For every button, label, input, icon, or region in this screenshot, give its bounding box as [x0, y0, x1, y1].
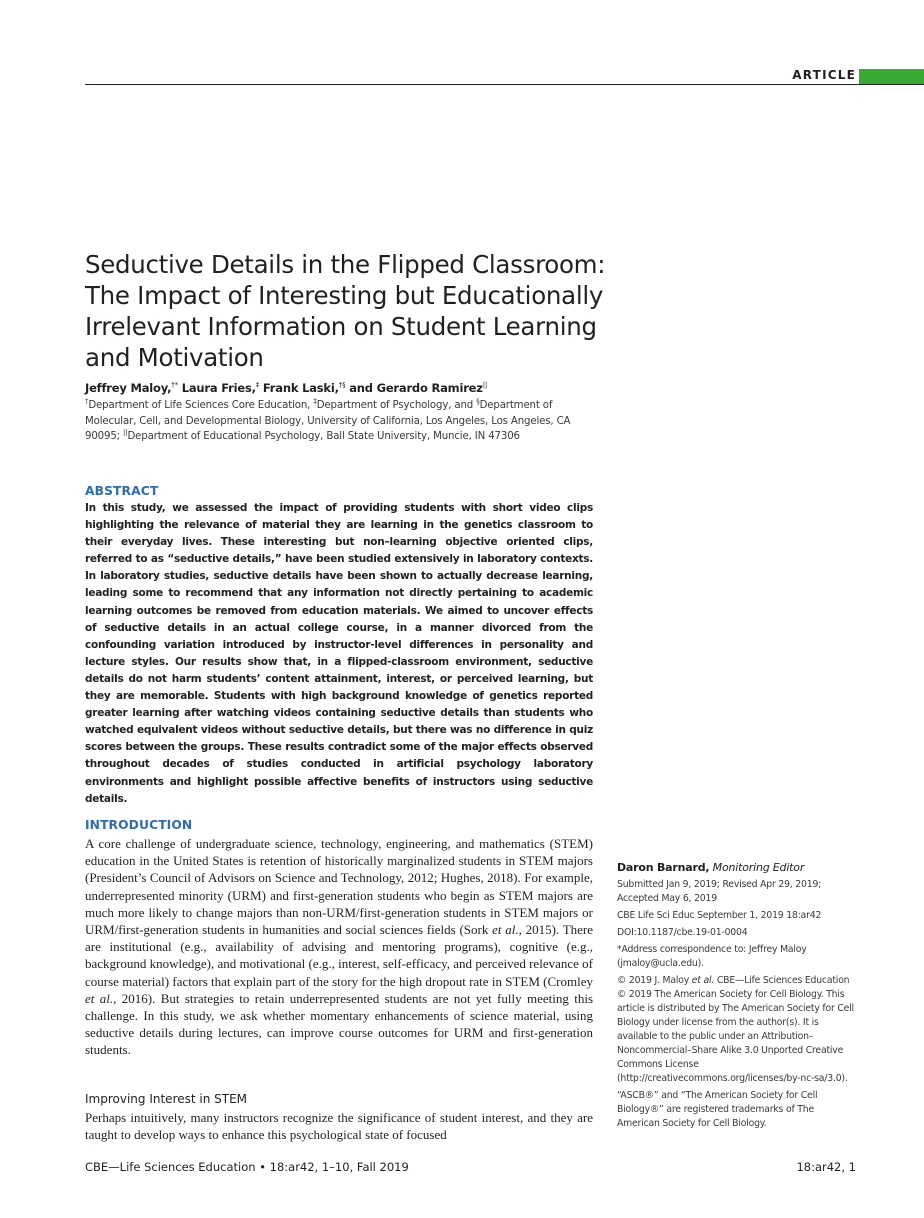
- submission-dates: Submitted Jan 9, 2019; Revised Apr 29, 2019; Accepted May 6, 2019: [617, 879, 822, 904]
- introduction-heading: INTRODUCTION: [85, 818, 193, 832]
- trademark-notice: “ASCB®” and “The American Society for Cell Biology®” are registered trademarks of The American Society for Cell Biology.: [617, 1090, 818, 1129]
- affiliation-mark: ‡: [313, 397, 317, 406]
- copyright-text: CBE—Life Sciences Education © 2019 The American Society for Cell Biology. This article is distributed by The American Society for Cell Biology under license from the author(s). It is available to the public under an Attribution–Noncommercial–Share Alike 3.0 Unported Creative Commons License (http://creativecommons.org/licenses/by-nc-sa/3.0).: [617, 975, 854, 1084]
- article-title: Seductive Details in the Flipped Classroom: The Impact of Interesting but Educationally Irrelevant Information on Student Learning and Motivation: [85, 250, 606, 372]
- author-marks: †*: [171, 381, 178, 390]
- footer-journal: CBE—Life Sciences Education • 18:ar42, 1–10, Fall 2019: [85, 1160, 409, 1174]
- affiliation-mark: ||: [123, 428, 128, 437]
- correspondence: *Address correspondence to: Jeffrey Maloy (jmaloy@ucla.edu).: [617, 944, 807, 969]
- header-accent-bar: [859, 69, 924, 84]
- affiliation-mark: §: [476, 397, 480, 406]
- author-name: Laura Fries,: [181, 381, 256, 395]
- affiliation-text: Department of Molecular, Cell, and Developmental Biology, University of California, Los Angeles, Los Angeles, CA 90095;: [85, 400, 571, 442]
- doi-link[interactable]: DOI:10.1187/cbe.19-01-0004: [617, 927, 748, 938]
- copyright-notice: [617, 974, 857, 1086]
- footer-page-number: 18:ar42, 1: [796, 1160, 856, 1174]
- author-name: Frank Laski,: [262, 381, 339, 395]
- affiliation-text: Department of Psychology, and: [316, 400, 477, 411]
- header-divider: [85, 84, 924, 85]
- citation: CBE Life Sci Educ September 1, 2019 18:ar42: [617, 910, 822, 921]
- affiliations: [85, 398, 585, 445]
- affiliation-text: Department of Life Sciences Core Education,: [88, 400, 314, 411]
- author-name: and Gerardo Ramirez: [349, 381, 483, 395]
- paragraph-text: , 2015). There are institutional (e.g., availability of advising and mentoring programs), cognitive (e.g., background knowledge), and motivational (e.g., interest, self-efficacy, and perceived relevance of course material) factors that explain part of the story for the high dropout rate in STEM (Cromley: [85, 922, 594, 989]
- author-list: [85, 381, 625, 395]
- editor-role: Monitoring Editor: [712, 861, 805, 874]
- affiliation-mark: †: [85, 397, 89, 406]
- introduction-paragraph: [85, 835, 593, 1059]
- affiliation-text: Department of Educational Psychology, Ball State University, Muncie, IN 47306: [127, 431, 520, 442]
- paragraph-italic: et al.: [492, 922, 519, 938]
- copyright-text: © 2019 J. Maloy: [617, 975, 692, 986]
- subsection-paragraph: Perhaps intuitively, many instructors recognize the significance of student interest, and they are taught to develop ways to enhance this psychological state of focused: [85, 1110, 593, 1143]
- author-marks: ||: [482, 381, 488, 390]
- abstract-text: In this study, we assessed the impact of providing students with short video clips highlighting the relevance of material they are learning in the genetics classroom to their everyday lives. These interesting but non–learning objective oriented clips, referred to as “seductive details,” have been studied extensively in laboratory contexts. In laboratory studies, seductive details have been shown to actually decrease learning, leading some to recommend that any information not directly pertaining to academic learning outcomes be removed from education materials. We aimed to uncover effects of seductive details in an actual college course, in a manner divorced from the confounding variation introduced by instructor-level differences in personality and lecture styles. Our results show that, in a flipped-classroom environment, seductive details do not harm students’ content attainment, interest, or perceived learning, but they are memorable. Students with high background knowledge of genetics reported greater learning after watching videos containing seductive details than students who watched equivalent videos without seductive details, but there was no difference in quiz scores between the groups. These results contradict some of the major effects observed throughout decades of studies conducted in artificial psychology laboratory environments and highlight possible affective benefits of instructors using seductive details.: [85, 502, 593, 805]
- section-label: ARTICLE: [792, 68, 856, 82]
- editor-name: Daron Barnard,: [617, 861, 710, 874]
- paragraph-italic: et al.: [85, 990, 114, 1006]
- monitoring-editor: [617, 860, 857, 876]
- abstract-heading: ABSTRACT: [85, 484, 159, 498]
- paragraph-text: , 2016). But strategies to retain underrepresented students are not yet fully meeting this challenge. In this study, we ask whether momentary enhancements of science material, using seductive details during lectures, can improve course outcomes for URM and first-generation students.: [85, 990, 594, 1058]
- paragraph-text: A core challenge of undergraduate science, technology, engineering, and mathematics (STEM) education in the United States is retention of historically marginalized students in STEM majors (President’s Council of Advisors on Science and Technology, 2012; Hughes, 2018). For example, underrepresented minority (URM) and first-generation students who begin as STEM majors are much more likely to change majors than non-URM/first-generation students in STEM majors or URM/first-generation students in humanities and social sciences fields (Sork: [85, 836, 593, 938]
- subsection-heading: Improving Interest in STEM: [85, 1092, 248, 1106]
- copyright-italic: et al.: [691, 975, 715, 986]
- author-marks: †§: [338, 381, 346, 390]
- article-info-sidebar: [617, 860, 857, 1134]
- author-marks: ‡: [255, 381, 260, 390]
- author-name: Jeffrey Maloy,: [85, 381, 172, 395]
